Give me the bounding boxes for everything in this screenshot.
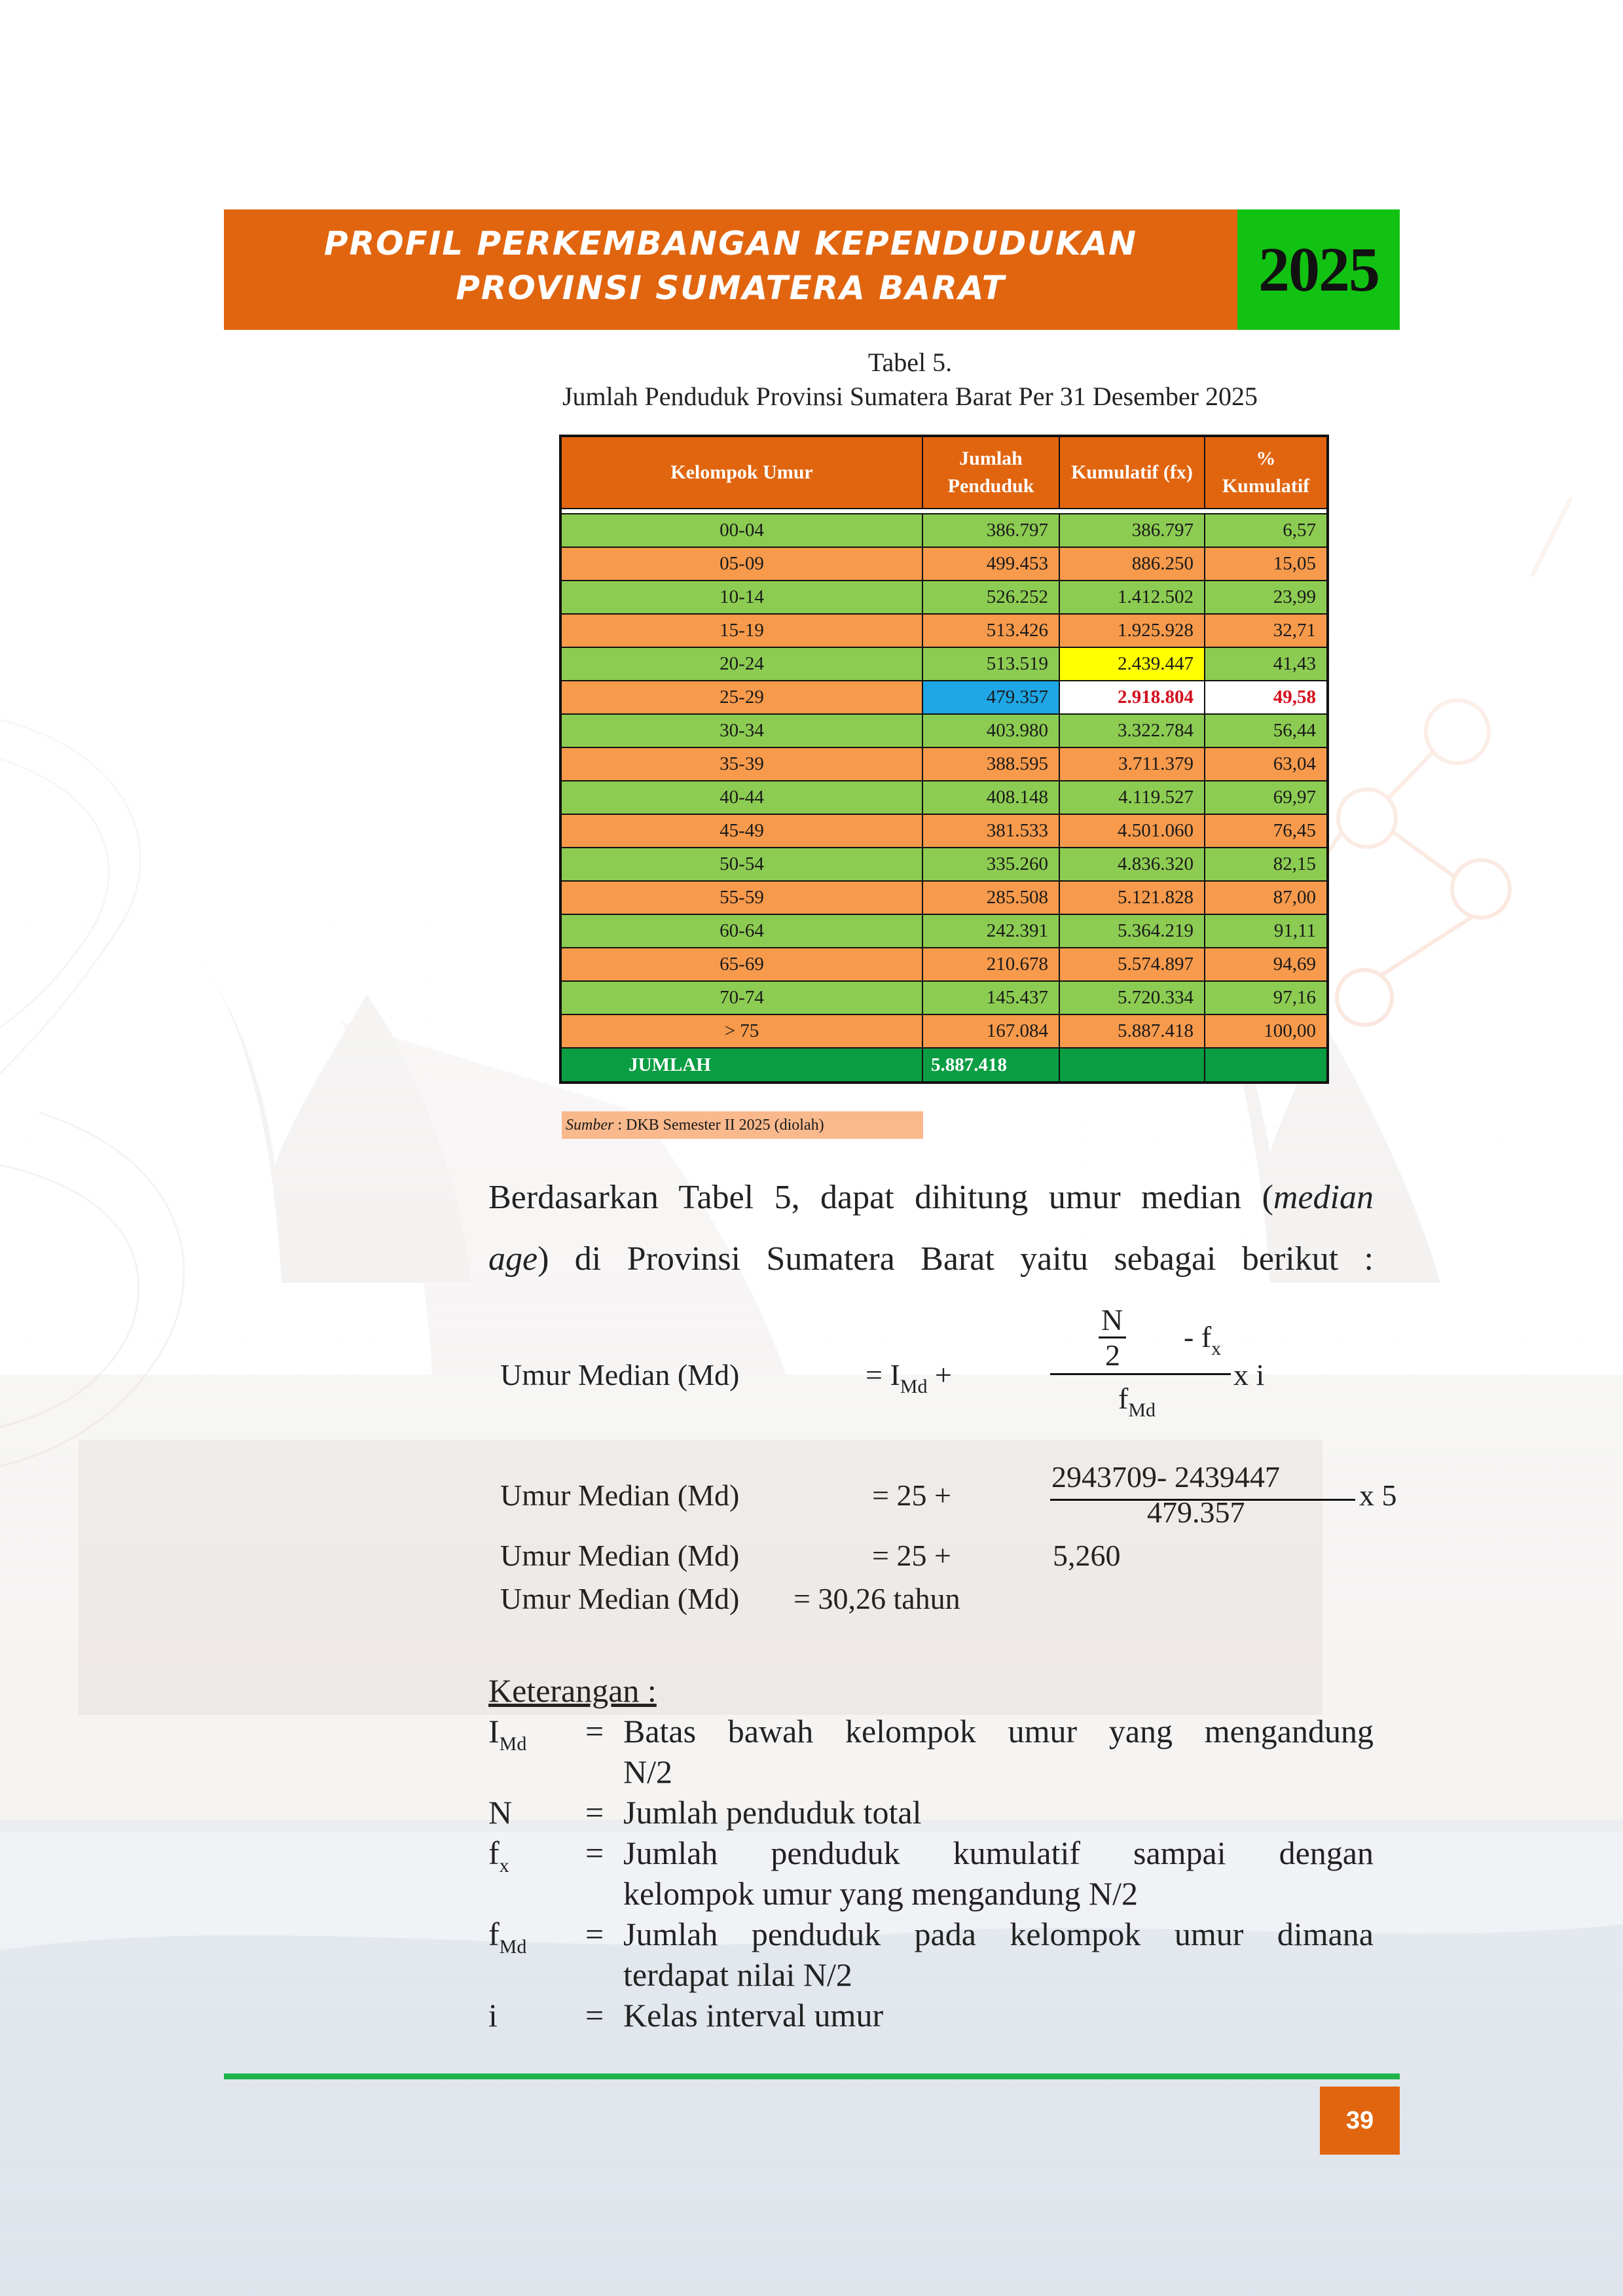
cell-population: 386.797 (922, 514, 1059, 547)
keterangan-equals: = (585, 1916, 604, 1952)
formula-1-fx-sub: x (1211, 1338, 1222, 1359)
table-caption-title: Jumlah Penduduk Provinsi Sumatera Barat Per 31 Desember 2025 (562, 382, 1258, 411)
cell-cumulative: 3.322.784 (1059, 714, 1205, 747)
formula-1-n: N (1101, 1303, 1123, 1336)
table-total-row (560, 1048, 1328, 1083)
cell-percent-cumulative: 23,99 (1205, 581, 1328, 614)
header-separator (560, 509, 1328, 514)
formula-label-4: Umur Median (Md) (500, 1582, 740, 1615)
keterangan-symbol-text: i (488, 1997, 498, 2034)
cell-population: 381.533 (922, 814, 1059, 848)
header-title (224, 221, 1237, 319)
keterangan-description: Jumlah penduduk kumulatif sampai dengan (623, 1835, 1374, 1871)
footer-rule (224, 2073, 1400, 2079)
column-header-percent-line2: Kumulatif (1222, 475, 1310, 497)
cell-age-group: 45-49 (560, 814, 922, 848)
table-row (560, 547, 1328, 581)
table-row (560, 581, 1328, 614)
cell-age-group: 25-29 (560, 681, 922, 714)
keterangan-description-continued: kelompok umur yang mengandung N/2 (623, 1875, 1138, 1912)
cell-cumulative: 886.250 (1059, 547, 1205, 581)
cell-percent-cumulative: 49,58 (1205, 681, 1328, 714)
keterangan-symbol (488, 1995, 498, 2036)
paragraph-italic-term: age (488, 1240, 538, 1278)
cell-population: 513.426 (922, 614, 1059, 647)
keterangan-description: Batas bawah kelompok umur yang mengandung (623, 1713, 1374, 1749)
formula-1-den-sub: Md (1128, 1399, 1156, 1421)
table-row (560, 747, 1328, 781)
paragraph-text: ) di Provinsi Sumatera Barat yaitu sebagai berikut : (538, 1240, 1374, 1278)
keterangan-symbol-text: I (488, 1713, 500, 1749)
cell-population: 479.357 (922, 681, 1059, 714)
cell-population: 408.148 (922, 781, 1059, 814)
table-row (560, 614, 1328, 647)
formula-1-fraction-line (1050, 1373, 1231, 1375)
formula-1-lhs-sub: Md (900, 1376, 928, 1397)
cell-population: 513.519 (922, 647, 1059, 681)
cell-cumulative: 2.439.447 (1059, 647, 1205, 681)
keterangan-symbol (488, 1914, 526, 1967)
paragraph-text: Berdasarkan Tabel 5, dapat dihitung umur median ( (488, 1179, 1273, 1216)
keterangan-symbol-text: f (488, 1835, 500, 1871)
cell-population: 145.437 (922, 981, 1059, 1014)
table-caption-label: Tabel 5. (867, 348, 953, 377)
formula-4-result: = 30,26 tahun (793, 1582, 960, 1615)
formula-label-2: Umur Median (Md) (500, 1479, 740, 1512)
cell-cumulative: 5.574.897 (1059, 948, 1205, 981)
header-title-line2: PROVINSI SUMATERA BARAT (456, 269, 1006, 307)
keterangan-description-continued: terdapat nilai N/2 (623, 1956, 852, 1993)
formula-2-numerator: 2943709- 2439447 (1051, 1460, 1280, 1494)
cell-cumulative: 4.119.527 (1059, 781, 1205, 814)
keterangan-symbol (488, 1833, 509, 1886)
header-title-line1: PROFIL PERKEMBANGAN KEPENDUDUKAN (323, 224, 1138, 262)
cell-percent-cumulative: 41,43 (1205, 647, 1328, 681)
formula-1-lhs (866, 1357, 952, 1398)
formula-1-plus: + (927, 1358, 952, 1391)
cell-population: 242.391 (922, 914, 1059, 948)
cell-percent-cumulative: 15,05 (1205, 547, 1328, 581)
keterangan-symbol-sub: Md (499, 1936, 527, 1958)
cell-age-group: 50-54 (560, 848, 922, 881)
formula-1-two: 2 (1105, 1338, 1120, 1372)
keterangan-equals: = (585, 1713, 604, 1749)
formula-1-denominator (1118, 1381, 1156, 1422)
keterangan-symbol-text: f (488, 1916, 500, 1952)
keterangan-symbol-sub: x (499, 1855, 509, 1876)
formula-1-minus-fx-text: - f (1184, 1320, 1212, 1354)
cell-percent-cumulative: 6,57 (1205, 514, 1328, 547)
cell-age-group: 20-24 (560, 647, 922, 681)
header-year-badge: 2025 (1237, 209, 1400, 330)
table-header-row (560, 436, 1328, 509)
cell-percent-cumulative: 63,04 (1205, 747, 1328, 781)
cell-age-group: 40-44 (560, 781, 922, 814)
table-row (560, 848, 1328, 881)
keterangan-heading: Keterangan : (488, 1672, 657, 1709)
cell-age-group: 30-34 (560, 714, 922, 747)
formula-1-den-text: f (1118, 1382, 1129, 1415)
cell-population: 499.453 (922, 547, 1059, 581)
cell-age-group: 60-64 (560, 914, 922, 948)
cell-percent-cumulative: 32,71 (1205, 614, 1328, 647)
cell-population: 526.252 (922, 581, 1059, 614)
cell-population: 388.595 (922, 747, 1059, 781)
cell-cumulative: 5.121.828 (1059, 881, 1205, 914)
table-source-note (562, 1111, 923, 1139)
table-row (560, 814, 1328, 848)
cell-age-group: 05-09 (560, 547, 922, 581)
cell-age-group: 10-14 (560, 581, 922, 614)
column-header-population-line2: Penduduk (947, 475, 1034, 497)
keterangan-symbol-text: N (488, 1794, 513, 1831)
table-row (560, 881, 1328, 914)
formula-2-lhs: = 25 + (872, 1479, 951, 1512)
formula-3-value: 5,260 (1053, 1539, 1121, 1572)
cell-cumulative: 4.836.320 (1059, 848, 1205, 881)
table-row (560, 647, 1328, 681)
cell-percent-cumulative: 82,15 (1205, 848, 1328, 881)
formula-1-minus-fx (1184, 1319, 1221, 1360)
total-value: 5.887.418 (922, 1048, 1059, 1083)
source-text: : DKB Semester II 2025 (diolah) (613, 1117, 824, 1134)
keterangan-equals: = (585, 1835, 604, 1871)
cell-age-group: 55-59 (560, 881, 922, 914)
cell-age-group: 15-19 (560, 614, 922, 647)
table-row (560, 714, 1328, 747)
cell-cumulative: 3.711.379 (1059, 747, 1205, 781)
keterangan-description: Kelas interval umur (623, 1997, 884, 2034)
cell-cumulative: 386.797 (1059, 514, 1205, 547)
keterangan-description: Jumlah penduduk total (623, 1794, 922, 1831)
cell-cumulative: 5.720.334 (1059, 981, 1205, 1014)
cell-cumulative: 1.412.502 (1059, 581, 1205, 614)
paragraph-italic-term: median (1273, 1179, 1374, 1216)
paragraph-line-2 (488, 1229, 1374, 1289)
cell-cumulative: 4.501.060 (1059, 814, 1205, 848)
keterangan-description-continued: N/2 (623, 1753, 672, 1790)
table-row (560, 681, 1328, 714)
formula-2-denominator: 479.357 (1147, 1496, 1245, 1529)
formula-1-times-i: x i (1233, 1358, 1265, 1391)
table-row (560, 1014, 1328, 1048)
column-header-percent-cumulative (1205, 436, 1328, 509)
population-table (559, 435, 1329, 1084)
table-row (560, 981, 1328, 1014)
column-header-population (922, 436, 1059, 509)
cell-cumulative: 5.364.219 (1059, 914, 1205, 948)
formula-3-lhs: = 25 + (872, 1539, 951, 1572)
source-label: Sumber (566, 1117, 614, 1134)
table-row (560, 948, 1328, 981)
formula-2-times-5: x 5 (1359, 1479, 1397, 1512)
cell-percent-cumulative: 56,44 (1205, 714, 1328, 747)
keterangan-symbol-sub: Md (499, 1733, 527, 1755)
keterangan-symbol (488, 1711, 526, 1765)
cell-cumulative: 2.918.804 (1059, 681, 1205, 714)
cell-percent-cumulative: 91,11 (1205, 914, 1328, 948)
cell-population: 167.084 (922, 1014, 1059, 1048)
column-header-cumulative: Kumulatif (fx) (1059, 436, 1205, 509)
paragraph-line-1 (488, 1168, 1374, 1228)
column-header-population-line1: Jumlah (959, 448, 1023, 469)
table-row (560, 514, 1328, 547)
cell-population: 335.260 (922, 848, 1059, 881)
table-row (560, 781, 1328, 814)
keterangan-symbol (488, 1792, 512, 1833)
page-number: 39 (1320, 2087, 1400, 2155)
total-label: JUMLAH (560, 1048, 922, 1083)
cell-age-group: 35-39 (560, 747, 922, 781)
column-header-percent-line1: % (1256, 448, 1276, 469)
keterangan-equals: = (585, 1997, 604, 2034)
cell-age-group: 00-04 (560, 514, 922, 547)
cell-population: 403.980 (922, 714, 1059, 747)
cell-cumulative: 1.925.928 (1059, 614, 1205, 647)
cell-population: 285.508 (922, 881, 1059, 914)
total-empty-cell (1205, 1048, 1328, 1083)
column-header-age-group: Kelompok Umur (560, 436, 922, 509)
total-empty-cell (1059, 1048, 1205, 1083)
cell-percent-cumulative: 94,69 (1205, 948, 1328, 981)
cell-age-group: 70-74 (560, 981, 922, 1014)
keterangan-equals: = (585, 1794, 604, 1831)
formula-1-lhs-text: = I (866, 1358, 900, 1391)
formula-label-3: Umur Median (Md) (500, 1539, 740, 1572)
cell-population: 210.678 (922, 948, 1059, 981)
cell-percent-cumulative: 100,00 (1205, 1014, 1328, 1048)
cell-cumulative: 5.887.418 (1059, 1014, 1205, 1048)
cell-age-group: 65-69 (560, 948, 922, 981)
cell-percent-cumulative: 97,16 (1205, 981, 1328, 1014)
cell-percent-cumulative: 76,45 (1205, 814, 1328, 848)
cell-percent-cumulative: 69,97 (1205, 781, 1328, 814)
table-row (560, 914, 1328, 948)
cell-percent-cumulative: 87,00 (1205, 881, 1328, 914)
formula-label-1: Umur Median (Md) (500, 1358, 740, 1391)
cell-age-group: > 75 (560, 1014, 922, 1048)
keterangan-description: Jumlah penduduk pada kelompok umur dimana (623, 1916, 1374, 1952)
